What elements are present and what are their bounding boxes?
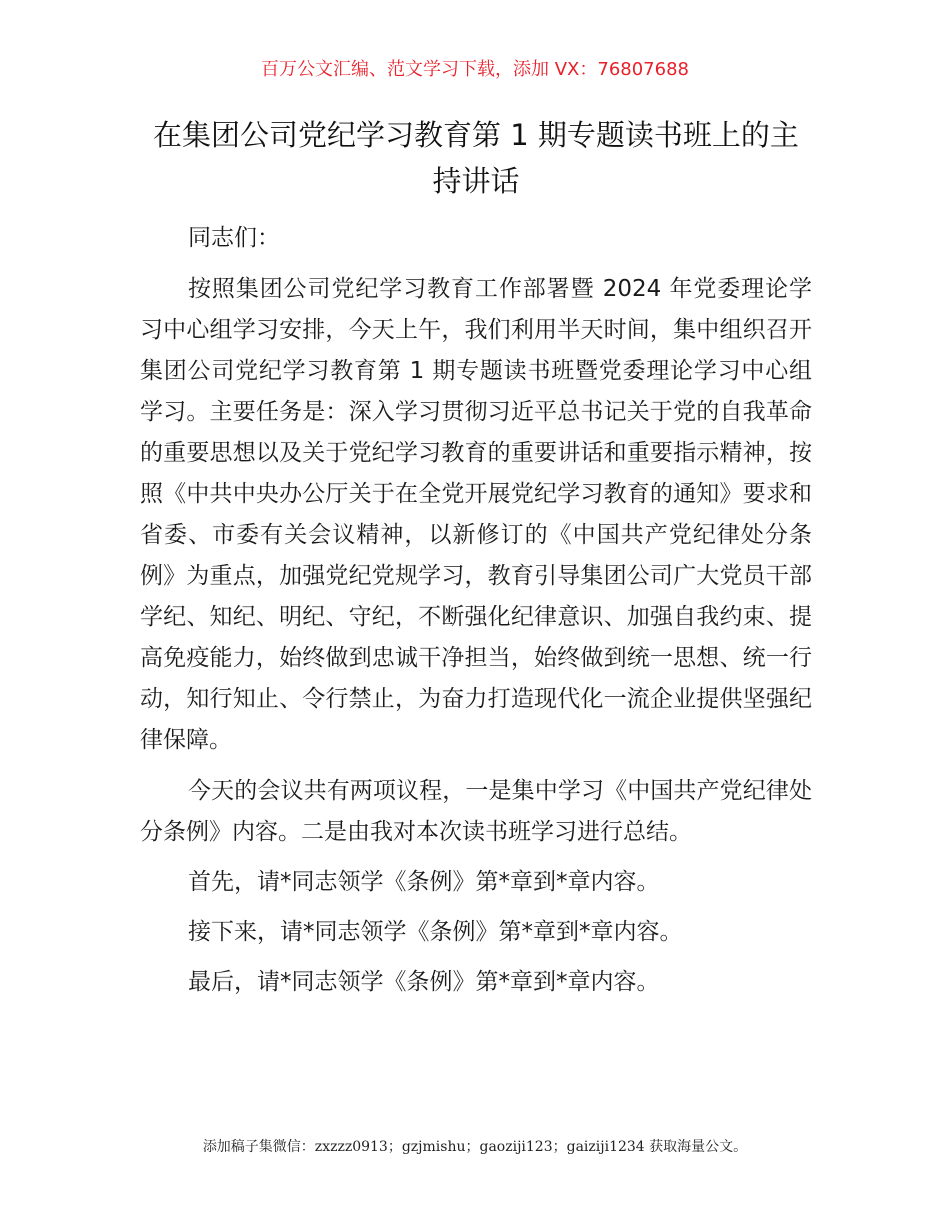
document-body bbox=[140, 218, 812, 1003]
paragraph-agenda: 今天的会议共有两项议程，一是集中学习《中国共产党纪律处分条例》内容。二是由我对本次读书班学习进行总结。 bbox=[140, 778, 812, 845]
paragraph-next-reader: 接下来，请*同志领学《条例》第*章到*章内容。 bbox=[188, 919, 683, 945]
salutation: 同志们： bbox=[188, 225, 280, 251]
promo-banner: 百万公文汇编、范文学习下载，添加 VX：76807688 bbox=[261, 59, 689, 80]
paragraph-last-reader: 最后，请*同志领学《条例》第*章到*章内容。 bbox=[188, 969, 660, 995]
paragraph-first-reader: 首先，请*同志领学《条例》第*章到*章内容。 bbox=[188, 869, 660, 895]
document-title: 在集团公司党纪学习教育第 1 期专题读书班上的主持讲话 bbox=[153, 118, 799, 198]
paragraph-intro: 按照集团公司党纪学习教育工作部署暨 2024 年党委理论学习中心组学习安排，今天上午，我们利用半天时间，集中组织召开集团公司党纪学习教育第 1 期专题读书班暨党委理论学习中心组学习。主要任务是：深入学习贯彻习近平总书记关于党的自我革命的重要思想以及关于党纪学习教育的重要讲话和重要指示精神，按照《中共中央办公厅关于在全党开展党纪学习教育的通知》要求和省委、市委有关会议精神，以新修订的《中国共产党纪律处分条例》为重点，加强党纪党规学习，教育引导集团公司广大党员干部学纪、知纪、明纪、守纪，不断强化纪律意识、加强自我约束、提高免疫能力，始终做到忠诚干净担当，始终做到统一思想、统一行动，知行知止、令行禁止，为奋力打造现代化一流企业提供坚强纪律保障。 bbox=[140, 276, 812, 753]
footer-note: 添加稿子集微信：zxzzz0913；gzjmishu；gaoziji123；gaiziji1234 获取海量公文。 bbox=[202, 1139, 748, 1155]
